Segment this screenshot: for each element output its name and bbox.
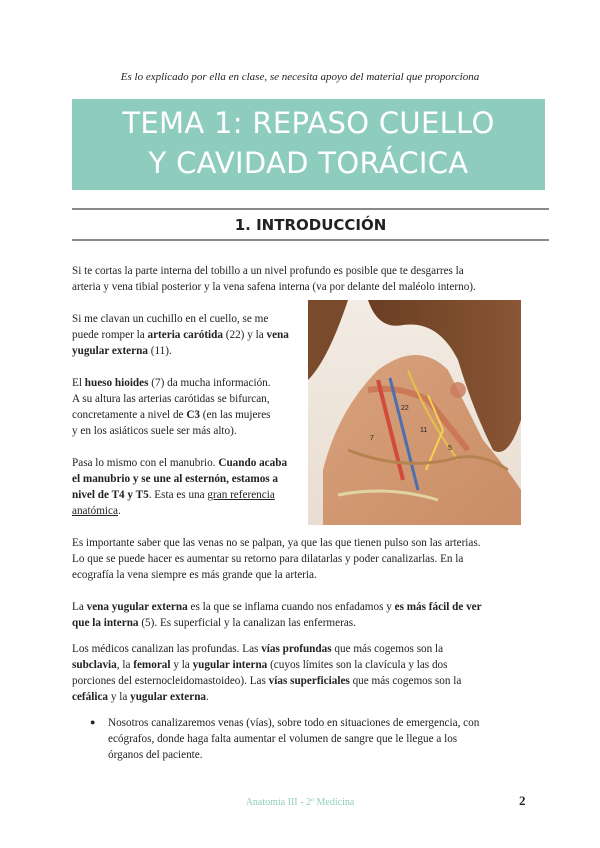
title-banner — [72, 99, 545, 190]
paragraph-2: Si me clavan un cuchillo en el cuello, se me puede romper la arteria carótida (22) y la vena yugular externa (11). — [72, 313, 289, 357]
label-7: 7 — [370, 435, 374, 442]
label-11: 11 — [420, 427, 428, 434]
label-22: 22 — [401, 405, 409, 412]
paragraph-5: Es importante saber que las venas no se palpan, ya que las que tienen pulso son las arterias. Lo que se puede hacer es aumentar su retorno para dilatarlas y poder canalizarlas. En la ecografía la vena siempre es más grande que la arteria. — [72, 537, 481, 581]
label-5: 5 — [448, 445, 452, 452]
paragraph-3: El hueso hioides (7) da mucha información. A su altura las arterias carótidas se bifurcan, concretamente a nivel de C3 (en las mujeres y en los asiáticos suele ser más alto). — [72, 377, 271, 437]
page-number: 2 — [519, 793, 526, 808]
page-title: TEMA 1: REPASO CUELLO Y CAVIDAD TORÁCICA — [122, 106, 495, 180]
paragraph-6: La vena yugular externa es la que se inflama cuando nos enfadamos y es más fácil de ver que la interna (5). Es superficial y la canalizan las enfermeras. — [72, 601, 482, 629]
paragraph-1: Si te cortas la parte interna del tobillo a un nivel profundo es posible que te desgarres la arteria y vena tibial posterior y la vena safena interna (va por delante del maléolo interno). — [72, 265, 476, 293]
bullet-item: Nosotros canalizaremos venas (vías), sobre todo en situaciones de emergencia, con ecógrafos, donde haga falta aumentar el volumen de sangre que le llegue a los órganos del paciente. — [108, 717, 480, 761]
footer-text: Anatomía III - 2º Medicina — [245, 797, 355, 808]
paragraph-7: Los médicos canalizan las profundas. Las vías profundas que más cogemos son la subclavia, la femoral y la yugular interna (cuyos límites son la clavícula y las dos porciones del esternocleidomastoideo). Las vías superficiales que más cogemos son la cefálica y la yugular externa. — [72, 643, 462, 703]
neck-anatomy-image — [308, 300, 521, 525]
bullet-dot-icon: ● — [90, 717, 96, 727]
section-rule-top — [72, 208, 549, 210]
header-note: Es lo explicado por ella en clase, se necesita apoyo del material que proporciona — [120, 71, 480, 83]
paragraph-4: Pasa lo mismo con el manubrio. Cuando acaba el manubrio y se une al esternón, estamos a nivel de T4 y T5. Esta es una gran referencia anatómica. — [72, 457, 288, 517]
section-rule-bottom — [72, 239, 549, 241]
section-heading: 1. INTRODUCCIÓN — [234, 216, 387, 234]
